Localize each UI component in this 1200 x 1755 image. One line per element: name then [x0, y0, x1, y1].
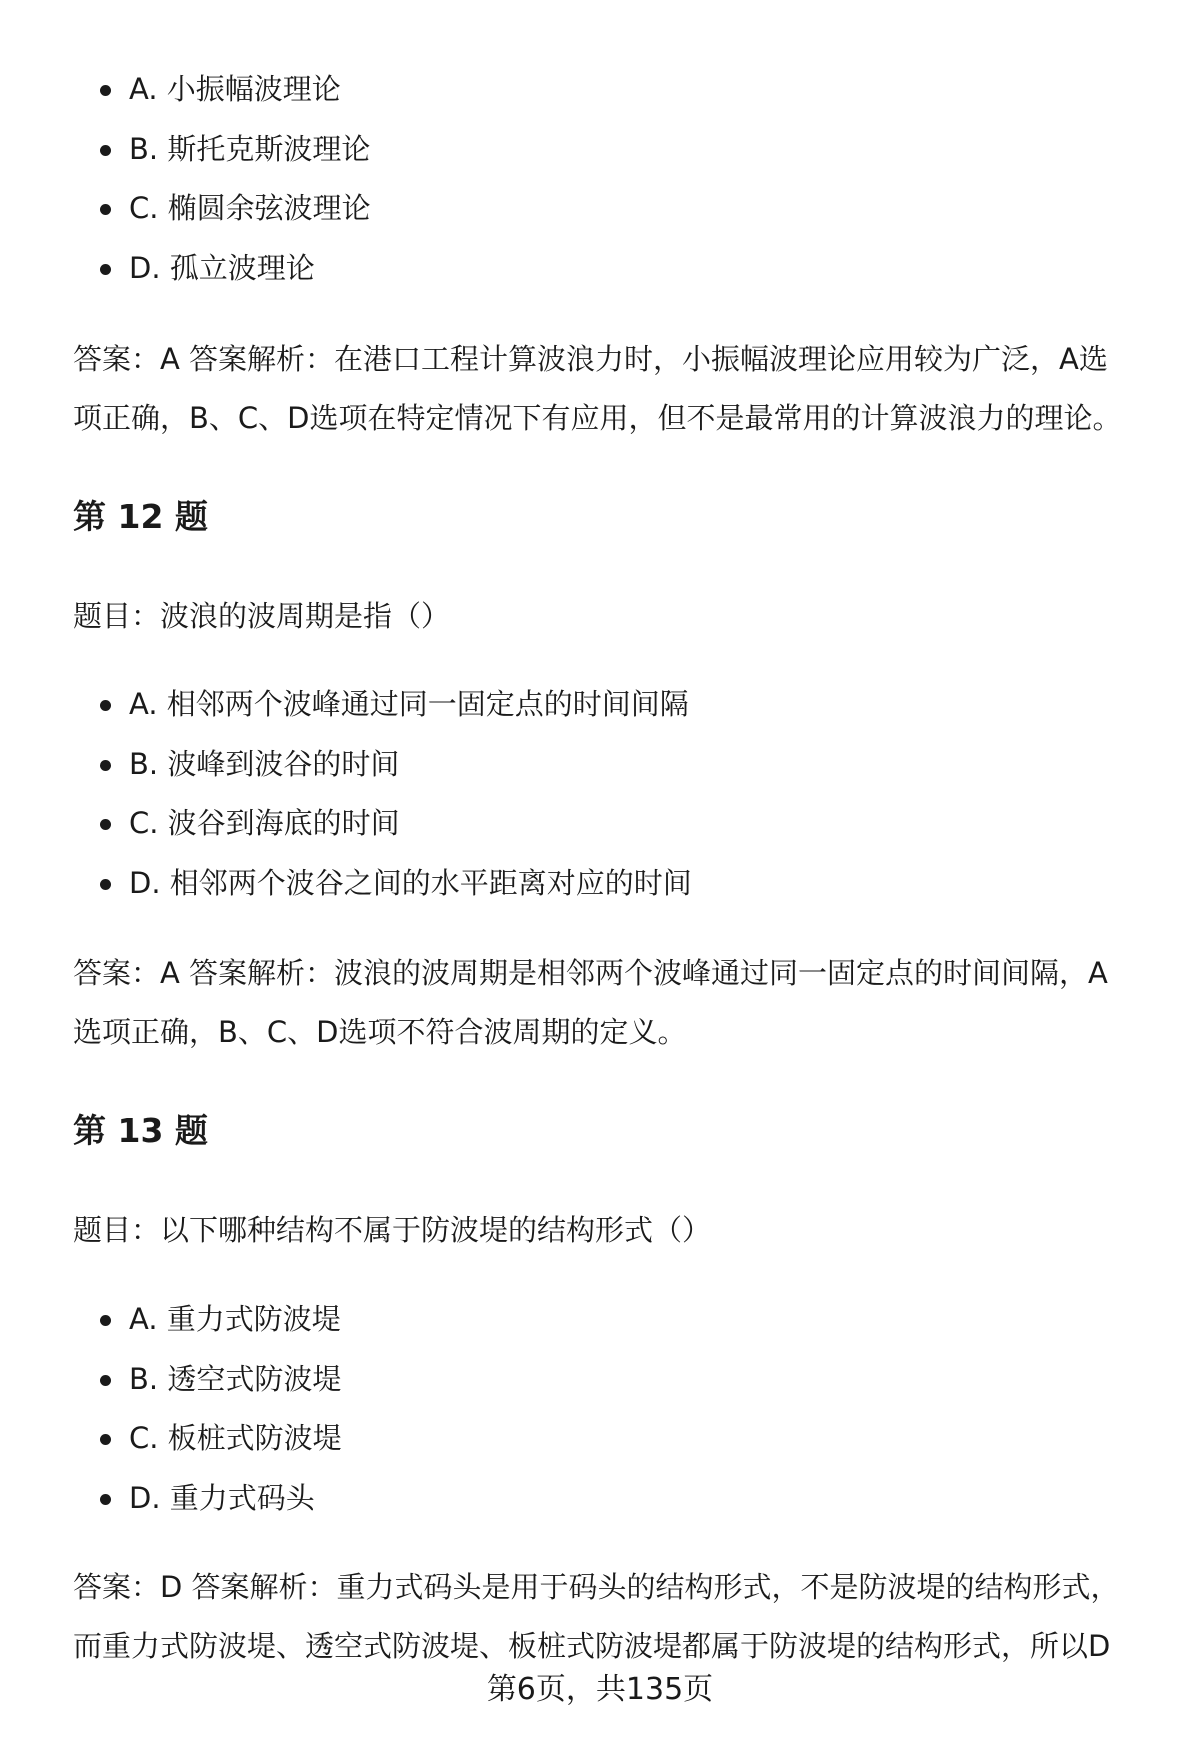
prev-question-options — [73, 60, 1133, 298]
question-13-heading-block — [73, 1111, 1133, 1151]
option-list — [73, 675, 1133, 913]
answer-explanation: 答案：A 答案解析：波浪的波周期是相邻两个波峰通过同一固定点的时间间隔，A选项正确，B、C、D选项不符合波周期的定义。 — [73, 956, 1108, 1049]
question-13-stem-block — [73, 1210, 1133, 1250]
option-b: B. 透空式防波堤 — [73, 1350, 1133, 1410]
question-title: 第 12 题 — [73, 497, 208, 536]
answer-explanation: 答案：A 答案解析：在港口工程计算波浪力时，小振幅波理论应用较为广泛，A选项正确，B、C、D选项在特定情况下有应用，但不是最常用的计算波浪力的理论。 — [73, 342, 1122, 435]
option-a: A. 重力式防波堤 — [73, 1290, 1133, 1350]
answer-explanation: 答案：D 答案解析：重力式码头是用于码头的结构形式，不是防波堤的结构形式，而重力式防波堤、透空式防波堤、板桩式防波堤都属于防波堤的结构形式，所以D — [73, 1570, 1120, 1663]
question-12-answer-block — [73, 944, 1133, 1062]
question-stem: 题目：以下哪种结构不属于防波堤的结构形式（） — [73, 1213, 712, 1247]
option-d: D. 相邻两个波谷之间的水平距离对应的时间 — [73, 854, 1133, 914]
option-b: B. 波峰到波谷的时间 — [73, 735, 1133, 795]
option-c: C. 椭圆余弦波理论 — [73, 179, 1133, 239]
question-13-answer-block — [73, 1558, 1133, 1676]
option-d: D. 重力式码头 — [73, 1469, 1133, 1529]
question-title: 第 13 题 — [73, 1111, 208, 1150]
option-a: A. 相邻两个波峰通过同一固定点的时间间隔 — [73, 675, 1133, 735]
option-c: C. 波谷到海底的时间 — [73, 794, 1133, 854]
page-number-footer: 第6页，共135页 — [486, 1672, 714, 1707]
question-stem: 题目：波浪的波周期是指（） — [73, 599, 451, 633]
option-b: B. 斯托克斯波理论 — [73, 120, 1133, 180]
prev-question-answer-block — [73, 330, 1133, 448]
question-12-options — [73, 675, 1133, 913]
option-c: C. 板桩式防波堤 — [73, 1409, 1133, 1469]
question-13-options — [73, 1290, 1133, 1528]
question-12-stem-block — [73, 596, 1133, 636]
question-12-heading-block — [73, 497, 1133, 537]
option-a: A. 小振幅波理论 — [73, 60, 1133, 120]
option-list — [73, 1290, 1133, 1528]
option-list — [73, 60, 1133, 298]
option-d: D. 孤立波理论 — [73, 239, 1133, 299]
